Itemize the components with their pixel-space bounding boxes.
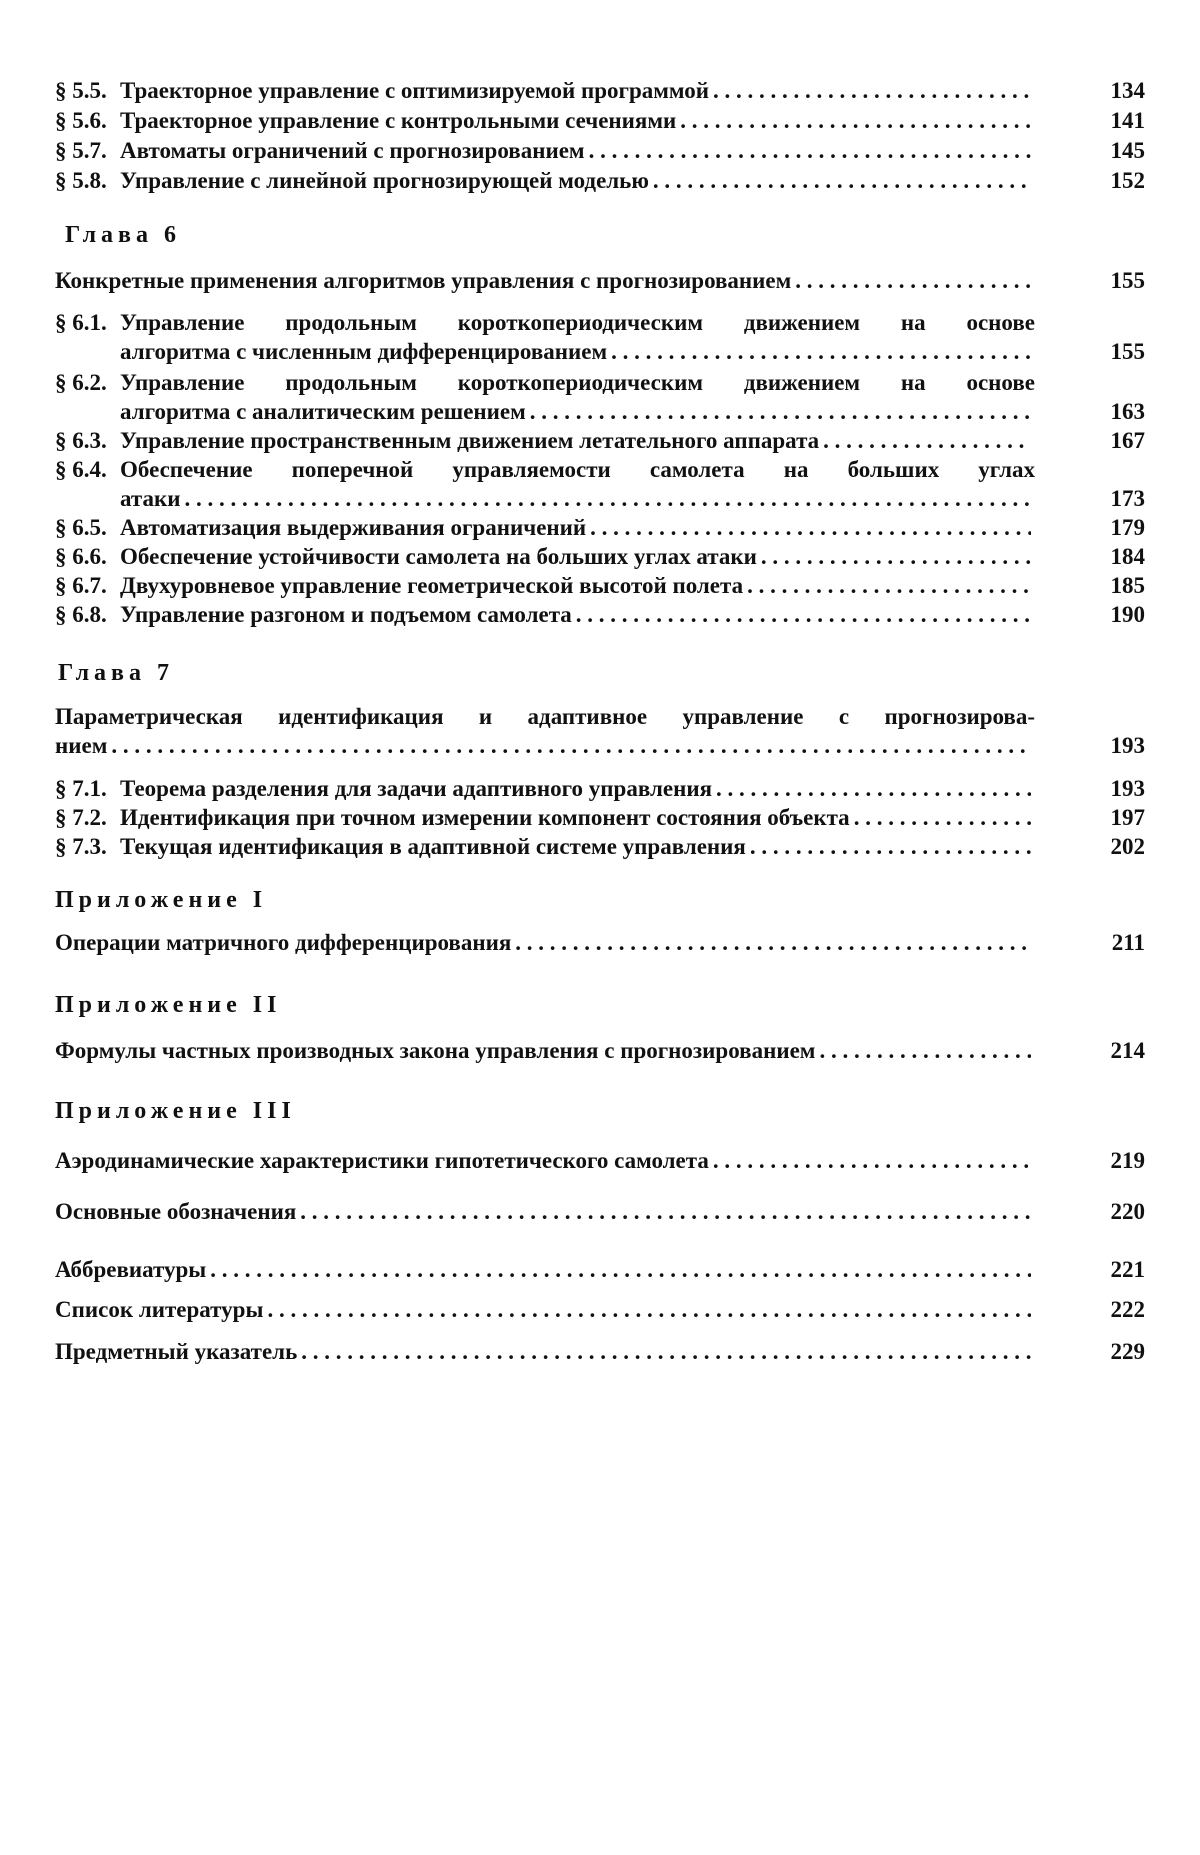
section-title-line: Обеспечение поперечной управляемости самолета на больших углах	[120, 457, 1035, 482]
page-number: 197	[1110, 805, 1145, 830]
page-number: 163	[1110, 399, 1145, 424]
leader-dots	[611, 337, 1031, 366]
leader-dots	[823, 426, 1031, 455]
page-number: 190	[1110, 602, 1145, 627]
leader-dots	[530, 397, 1031, 426]
toc-entry	[55, 542, 1155, 571]
section-title: Траекторное управление с оптимизируемой программой	[120, 78, 710, 103]
section-number: § 5.5.	[55, 78, 107, 103]
page-number: 193	[1110, 776, 1145, 801]
appendix-title: Формулы частных производных закона управления с прогнозированием	[55, 1038, 816, 1063]
page-number: 179	[1110, 515, 1145, 540]
page-number: 214	[1110, 1038, 1145, 1063]
section-title: Траекторное управление с контрольными сечениями	[120, 108, 677, 133]
back-matter-entry	[55, 1197, 1155, 1226]
leader-dots	[590, 513, 1031, 542]
toc-entry	[55, 803, 1155, 832]
leader-dots	[300, 1197, 1031, 1226]
section-number: § 6.6.	[55, 544, 107, 569]
chapter-heading: Глава 6	[65, 222, 181, 248]
leader-dots	[576, 600, 1031, 629]
section-number: § 5.6.	[55, 108, 107, 133]
leader-dots	[210, 1255, 1031, 1284]
leader-dots	[515, 928, 1031, 957]
leader-dots	[716, 774, 1031, 803]
leader-dots	[854, 803, 1031, 832]
leader-dots	[185, 484, 1032, 513]
toc-entry	[55, 774, 1155, 803]
chapter-title: Конкретные применения алгоритмов управления с прогнозированием	[55, 268, 792, 293]
page-number: 145	[1110, 138, 1145, 163]
toc-entry	[55, 166, 1155, 195]
page-number: 222	[1110, 1297, 1145, 1322]
section-title: Двухуровневое управление геометрической высотой полета	[120, 573, 744, 598]
page-number: 167	[1110, 428, 1145, 453]
page-number: 193	[1110, 733, 1145, 758]
leader-dots	[761, 542, 1031, 571]
back-matter-entry	[55, 1337, 1155, 1366]
page-number: 220	[1110, 1199, 1145, 1224]
appendix-title: Аэродинамические характеристики гипотетического самолета	[55, 1148, 709, 1173]
leader-dots	[713, 1146, 1031, 1175]
page-number: 219	[1110, 1148, 1145, 1173]
page-number: 185	[1110, 573, 1145, 598]
page-number: 134	[1110, 78, 1145, 103]
section-number: § 7.3.	[55, 834, 107, 859]
section-title-line: Управление продольным короткопериодическим движением на основе	[120, 370, 1035, 395]
appendix-entry	[55, 1036, 1155, 1065]
section-title: Обеспечение устойчивости самолета на больших углах атаки	[120, 544, 757, 569]
section-title-line: алгоритма с численным дифференцированием	[120, 339, 608, 364]
back-matter-title: Аббревиатуры	[55, 1257, 207, 1282]
back-matter-title: Список литературы	[55, 1297, 264, 1322]
chapter-title-line: Параметрическая идентификация и адаптивное управление с прогнозирова-	[55, 704, 1035, 729]
page-number: 221	[1110, 1257, 1145, 1282]
section-number: § 5.7.	[55, 138, 107, 163]
leader-dots	[795, 266, 1031, 295]
chapter-title-line: нием	[55, 733, 108, 758]
section-number: § 6.1.	[55, 310, 107, 335]
page-number: 152	[1110, 168, 1145, 193]
section-number: § 7.1.	[55, 776, 107, 801]
leader-dots	[750, 832, 1031, 861]
leader-dots	[267, 1295, 1031, 1324]
chapter-title-entry	[55, 266, 1155, 295]
page-number: 184	[1110, 544, 1145, 569]
leader-dots	[589, 136, 1031, 165]
section-number: § 5.8.	[55, 168, 107, 193]
page-number: 173	[1110, 486, 1145, 511]
section-number: § 6.7.	[55, 573, 107, 598]
page-number: 155	[1110, 268, 1145, 293]
back-matter-title: Предметный указатель	[55, 1339, 298, 1364]
appendix-entry	[55, 928, 1155, 957]
section-number: § 6.4.	[55, 457, 107, 482]
leader-dots	[653, 166, 1031, 195]
section-number: § 7.2.	[55, 805, 107, 830]
leader-dots	[111, 731, 1031, 760]
appendix-heading: Приложение II	[55, 992, 282, 1018]
leader-dots	[301, 1337, 1031, 1366]
toc-entry	[55, 513, 1155, 542]
leader-dots	[713, 76, 1031, 105]
back-matter-entry	[55, 1295, 1155, 1324]
appendix-heading: Приложение III	[55, 1098, 296, 1124]
page-number: 202	[1110, 834, 1145, 859]
section-title: Идентификация при точном измерении компонент состояния объекта	[120, 805, 850, 830]
back-matter-entry	[55, 1255, 1155, 1284]
page-number: 155	[1110, 339, 1145, 364]
section-number: § 6.5.	[55, 515, 107, 540]
appendix-title: Операции матричного дифференцирования	[55, 930, 512, 955]
section-title-line: Управление продольным короткопериодическим движением на основе	[120, 310, 1035, 335]
toc-entry	[55, 426, 1155, 455]
section-title: Автоматизация выдерживания ограничений	[120, 515, 587, 540]
leader-dots	[747, 571, 1031, 600]
section-title: Автоматы ограничений с прогнозированием	[120, 138, 585, 163]
toc-entry	[55, 571, 1155, 600]
section-number: § 6.2.	[55, 370, 107, 395]
chapter-heading: Глава 7	[58, 660, 174, 686]
page-number: 141	[1110, 108, 1145, 133]
page-number: 211	[1111, 930, 1145, 955]
leader-dots	[680, 106, 1031, 135]
back-matter-title: Основные обозначения	[55, 1199, 297, 1224]
section-title: Управление с линейной прогнозирующей моделью	[120, 168, 649, 193]
section-title: Управление пространственным движением летательного аппарата	[120, 428, 820, 453]
section-title: Управление разгоном и подъемом самолета	[120, 602, 572, 627]
section-title-line: алгоритма с аналитическим решением	[120, 399, 526, 424]
appendix-heading: Приложение I	[55, 887, 268, 913]
section-title: Текущая идентификация в адаптивной системе управления	[120, 834, 746, 859]
section-number: § 6.8.	[55, 602, 107, 627]
page-number: 229	[1110, 1339, 1145, 1364]
section-title-line: атаки	[120, 486, 181, 511]
toc-entry	[55, 106, 1155, 135]
chapter-title-entry	[55, 702, 1155, 760]
toc-entry	[55, 832, 1155, 861]
toc-entry	[55, 136, 1155, 165]
toc-entry	[55, 76, 1155, 105]
section-number: § 6.3.	[55, 428, 107, 453]
toc-entry	[55, 600, 1155, 629]
leader-dots	[819, 1036, 1031, 1065]
section-title: Теорема разделения для задачи адаптивного управления	[120, 776, 713, 801]
appendix-entry	[55, 1146, 1155, 1175]
